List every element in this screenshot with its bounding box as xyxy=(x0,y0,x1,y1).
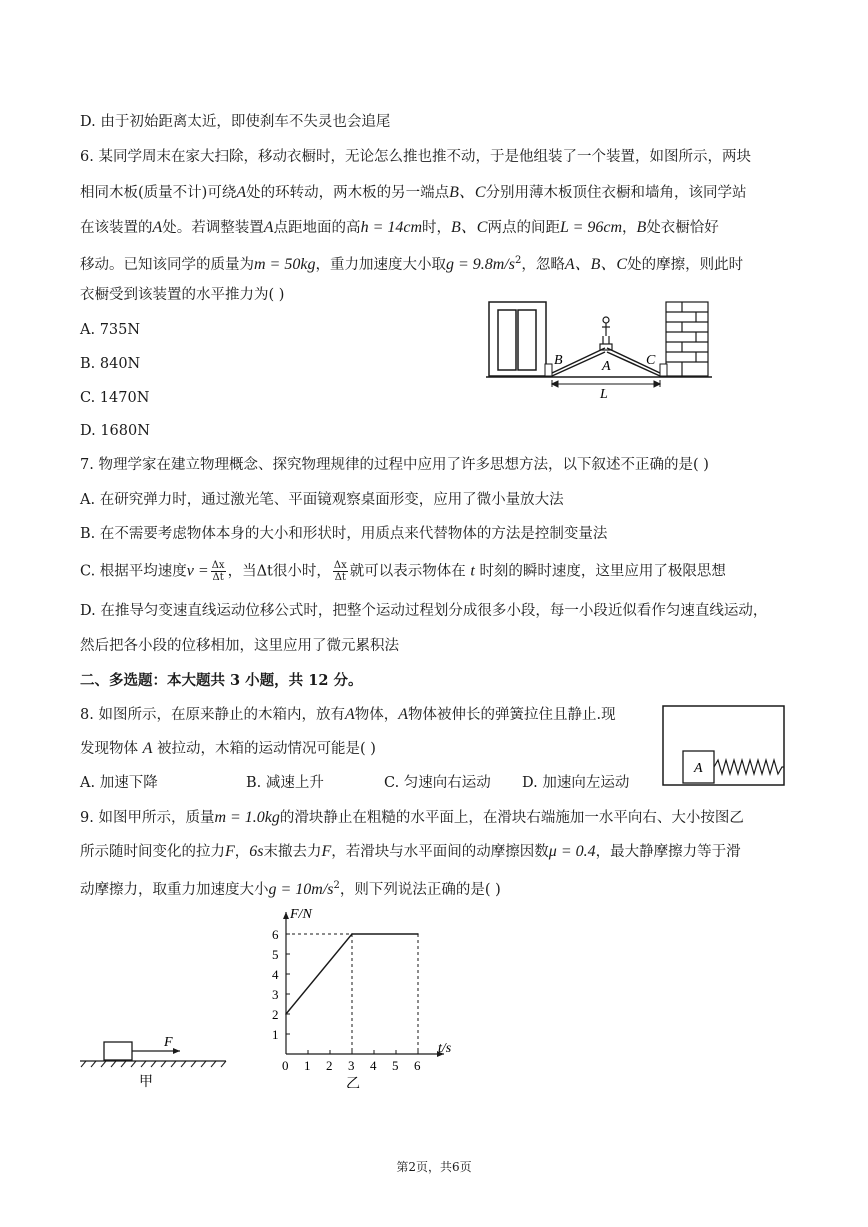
q6-option-b[interactable]: B. 840N xyxy=(80,356,141,372)
q6-line-1: 6. 某同学周末在家大扫除，移动衣橱时，无论怎么推也推不动，于是他组装了一个装置，如图所示，两块 xyxy=(80,149,751,165)
section-heading: 二、多选题：本大题共 3 小题，共 12 分。 xyxy=(80,672,363,689)
fig-jia xyxy=(76,1030,231,1090)
y-tick-label: 5 xyxy=(272,947,279,962)
board-c xyxy=(660,364,667,376)
q6-option-d[interactable]: D. 1680N xyxy=(80,423,150,439)
x-tick-label: 0 xyxy=(282,1058,289,1073)
label-b: B xyxy=(554,353,563,368)
data-point xyxy=(285,1013,287,1015)
q6-line-3: 在该装置的A处。若调整装置A点距地面的高h = 14cm时，B、C两点的间距L = 96cm，B处衣橱恰好 xyxy=(80,219,719,236)
q7-option-d-line-1[interactable]: D. 在推导匀变速直线运动位移公式时，把整个运动过程划分成很多小段，每一小段近似看作匀速直线运动， xyxy=(80,603,768,619)
q9-line-2: 所示随时间变化的拉力F，6s末撤去力F，若滑块与水平面间的动摩擦因数μ = 0.4，最大静摩擦力等于滑 xyxy=(80,843,741,860)
dimension-l xyxy=(552,380,660,387)
x-tick-label: 5 xyxy=(392,1058,399,1073)
person-icon xyxy=(600,317,612,350)
y-tick-label: 2 xyxy=(272,1007,279,1022)
x-axis-label: t/s xyxy=(438,1041,452,1056)
q9-line-1: 9. 如图甲所示，质量m = 1.0kg的滑块静止在粗糙的水平面上，在滑块右端施加一水平向右、大小按图乙 xyxy=(80,809,744,826)
x-tick-label: 2 xyxy=(326,1058,333,1073)
q8-option-b[interactable]: B. 减速上升 xyxy=(246,775,324,791)
x-tick-label: 3 xyxy=(348,1058,355,1073)
y-axis-arrow xyxy=(283,912,289,919)
fraction-dx-dt-2: $\frac{\Delta x}{\Delta t}$ xyxy=(333,560,347,583)
chart-yi xyxy=(258,902,473,1088)
q7-option-d-line-2: 然后把各小段的位移相加，这里应用了微元累积法 xyxy=(80,638,399,654)
floor-hatching xyxy=(81,1061,226,1067)
q6-option-a[interactable]: A. 735N xyxy=(80,322,141,338)
data-point xyxy=(417,933,419,935)
q9-line-3: 动摩擦力，取重力加速度大小$g = 10m/s^2$，则下列说法正确的是( ) xyxy=(80,880,501,898)
q5-option-d: D. 由于初始距离太近，即使刹车不失灵也会追尾 xyxy=(80,114,391,130)
x-tick-label: 6 xyxy=(414,1058,421,1073)
page-footer: 第2页，共6页 xyxy=(396,1160,472,1174)
q8-option-c[interactable]: C. 匀速向右运动 xyxy=(384,775,491,791)
q7-line-1: 7. 物理学家在建立物理概念、探究物理规律的过程中应用了许多思想方法，以下叙述不正确的是( ) xyxy=(80,457,709,473)
slider-block xyxy=(104,1042,132,1060)
board-b xyxy=(545,364,552,376)
q6-figure xyxy=(486,300,712,400)
y-tick-label: 6 xyxy=(272,927,279,942)
object-a-label: A xyxy=(694,761,703,776)
brick-wall xyxy=(666,302,708,376)
y-axis-label: F/N xyxy=(290,907,312,922)
q7-option-c[interactable]: C. 根据平均速度v = $\frac{\Delta x}{\Delta t}$ ，当Δt很小时， $\frac{\Delta x}{\Delta t}$ 就可以表示物体在 t 时刻的瞬时速度，这里应用了极限思想 xyxy=(80,560,726,583)
box-outline xyxy=(663,706,784,785)
x-tick-label: 4 xyxy=(370,1058,377,1073)
chart-caption: 乙 xyxy=(346,1077,360,1088)
q8-figure xyxy=(662,705,786,787)
spring xyxy=(714,760,784,774)
force-label: F xyxy=(164,1035,173,1050)
y-tick-label: 1 xyxy=(272,1027,279,1042)
y-tick-label: 4 xyxy=(272,967,279,982)
q7-option-a[interactable]: A. 在研究弹力时，通过激光笔、平面镜观察桌面形变，应用了微小量放大法 xyxy=(80,492,564,508)
q8-option-d[interactable]: D. 加速向左运动 xyxy=(522,775,630,791)
q6-line-5: 衣橱受到该装置的水平推力为( ) xyxy=(80,287,285,303)
q8-option-a[interactable]: A. 加速下降 xyxy=(80,775,158,791)
q8-line-2: 发现物体 A 被拉动，木箱的运动情况可能是( ) xyxy=(80,740,376,757)
data-point xyxy=(351,933,353,935)
q7-option-b[interactable]: B. 在不需要考虑物体本身的大小和形状时，用质点来代替物体的方法是控制变量法 xyxy=(80,526,608,542)
q6-line-2: 相同木板(质量不计)可绕A处的环转动，两木板的另一端点B、C分别用薄木板顶住衣橱和墙角，该同学站 xyxy=(80,184,747,201)
q6-option-c[interactable]: C. 1470N xyxy=(80,390,150,406)
label-c: C xyxy=(646,353,656,368)
q6-line-4: 移动。已知该同学的质量为m = 50kg，重力加速度大小取$g = 9.8m/s^2$，忽略A、B、C处的摩擦，则此时 xyxy=(80,255,744,273)
caption-jia: 甲 xyxy=(139,1075,153,1090)
label-a: A xyxy=(602,359,611,374)
y-tick-label: 3 xyxy=(272,987,279,1002)
q8-line-1: 8. 如图所示，在原来静止的木箱内，放有A物体，A物体被伸长的弹簧拉住且静止.现 xyxy=(80,706,616,723)
x-tick-label: 1 xyxy=(304,1058,311,1073)
wardrobe xyxy=(489,302,546,376)
label-l: L xyxy=(600,387,608,400)
fraction-dx-dt: $\frac{\Delta x}{\Delta t}$ xyxy=(211,560,225,583)
